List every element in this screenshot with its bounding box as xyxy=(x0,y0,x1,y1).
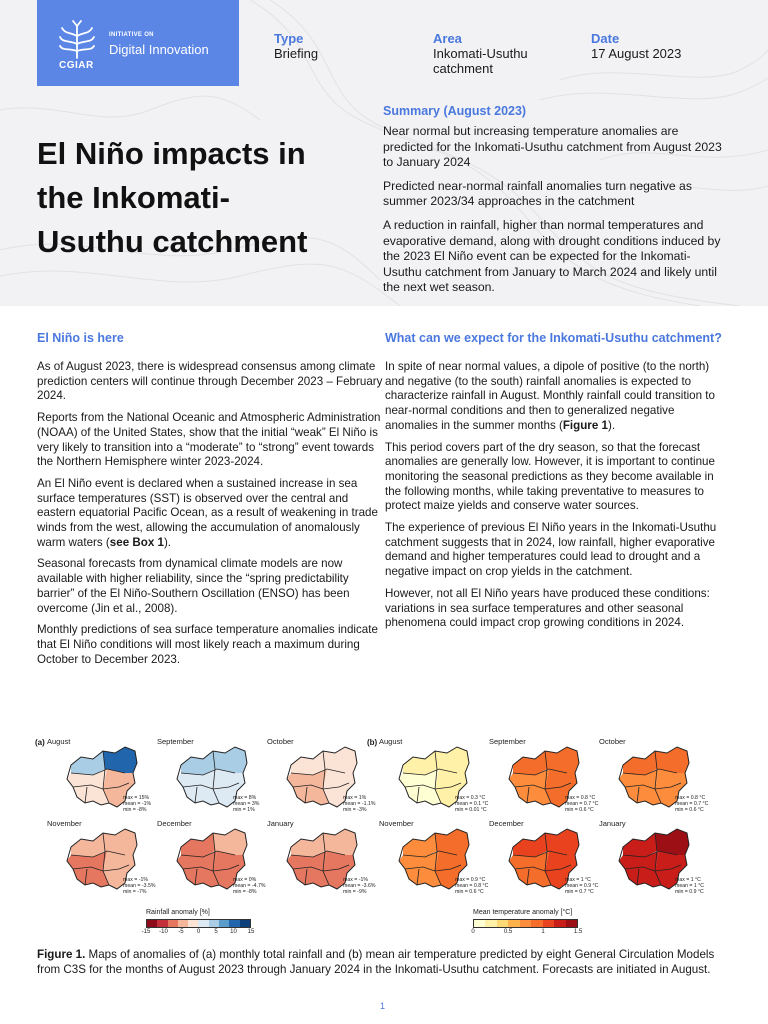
temp-map-stats xyxy=(455,877,488,895)
temp-map-title: November xyxy=(379,819,414,828)
temp-map-title: January xyxy=(599,819,626,828)
stat-line: min = 0.6 °C xyxy=(675,807,704,813)
type-label: Type xyxy=(274,31,304,46)
temp-map-title: December xyxy=(489,819,524,828)
summary-paragraph: Near normal but increasing temperature anomalies are predicted for the Inkomati-Usuthu catchment from August 2023 to January 2024 xyxy=(383,124,722,170)
rain-colorbar-tick: -15 xyxy=(141,929,151,935)
section-heading-expectations: What can we expect for the Inkomati-Usuthu catchment? xyxy=(385,331,722,345)
text-run: ). xyxy=(163,535,172,549)
rain-map-region xyxy=(181,751,215,775)
body-paragraph xyxy=(37,477,385,551)
temp-map-title: September xyxy=(489,737,526,746)
rain-map-stats xyxy=(233,877,265,895)
meta-type xyxy=(274,31,318,61)
temp-map-region xyxy=(513,833,547,857)
type-value: Briefing xyxy=(274,46,319,61)
temp-colorbar-swatch xyxy=(508,920,519,927)
stat-line: min = 0.7 °C xyxy=(565,889,594,895)
stat-line: mean = 0.7 °C xyxy=(565,801,599,807)
body-paragraph: As of August 2023, there is widespread consensus among climate prediction centers will continue through December 2023 – February 2024. xyxy=(37,360,383,403)
left-column xyxy=(37,330,385,674)
stat-line: max = 0.8 °C xyxy=(565,795,596,801)
temp-colorbar-tick: 1 xyxy=(541,929,545,935)
temp-colorbar-tick: 1.5 xyxy=(573,929,583,935)
summary-heading: Summary (August 2023) xyxy=(383,104,527,118)
rain-colorbar-swatch xyxy=(229,920,239,927)
stat-line: min = -9% xyxy=(343,889,367,895)
rain-colorbar xyxy=(146,919,251,928)
stat-line: min = 0.6 °C xyxy=(455,889,484,895)
temp-map-title: October xyxy=(599,737,626,746)
caption-text: Maps of anomalies of (a) monthly total rainfall and (b) mean air temperature predicted by eight General Circulation Models from C3S for the months of August 2023 through January 2024 in the Inkomati-Usuthu catchment. Forecasts are initiated in August. xyxy=(37,948,715,976)
temp-map-region xyxy=(513,751,547,775)
rain-map-title: December xyxy=(157,819,192,828)
body-paragraph xyxy=(385,360,730,434)
logo-name: Digital Innovation xyxy=(109,42,209,57)
figure-1 xyxy=(33,733,735,938)
temp-map-stats xyxy=(565,877,598,895)
rain-map-stats xyxy=(343,877,375,895)
rain-map-stats xyxy=(123,877,155,895)
temp-colorbar-tick: 0 xyxy=(471,929,475,935)
box-1-reference[interactable]: see Box 1 xyxy=(109,535,164,549)
temp-map-region xyxy=(403,751,437,775)
area-value-line1: Inkomati-Usuthu xyxy=(433,46,528,61)
text-run: In spite of near normal values, a dipole of positive (to the north) and negative (to the south) rainfall anomalies is expected to characterize rainfall in August. Monthly rainfall could transition to near-normal conditions and then to generalized negative anomalies in the summer months ( xyxy=(385,360,715,432)
section-heading-el-nino: El Niño is here xyxy=(37,331,124,345)
date-label: Date xyxy=(591,31,620,46)
logo-initiative: INITIATIVE ON xyxy=(109,32,154,38)
stat-line: max = 1 °C xyxy=(565,877,591,883)
rain-colorbar-tick: 0 xyxy=(196,929,201,935)
stat-line: max = 0.9 °C xyxy=(455,877,486,883)
rain-map-title: October xyxy=(267,737,294,746)
rain-colorbar-swatch xyxy=(157,920,167,927)
rain-colorbar-tick: -5 xyxy=(178,929,184,935)
rain-colorbar-swatch xyxy=(240,920,250,927)
rain-map-title: August xyxy=(47,737,71,746)
body-paragraph: Monthly predictions of sea surface temperature anomalies indicate that El Niño conditions will most likely reach a maximum during October to December 2023. xyxy=(37,623,378,666)
temp-map-stats xyxy=(675,877,704,895)
stat-line: mean = -1% xyxy=(123,801,152,807)
date-value: 17 August 2023 xyxy=(591,46,682,61)
area-label: Area xyxy=(433,31,462,46)
stat-line: mean = 3% xyxy=(233,801,260,807)
temp-colorbar-swatch xyxy=(554,920,565,927)
rain-colorbar-swatch xyxy=(219,920,229,927)
body-paragraph: This period covers part of the dry season, so that the forecast anomalies are generally low. However, it is important to continue monitoring the seasonal predictions as they become available in the following months, while taking preventative to measures to protect maize yields and conserve water sources. xyxy=(385,440,715,513)
rain-colorbar-swatch xyxy=(147,920,157,927)
stat-line: min = -8% xyxy=(233,889,257,895)
rain-map-title: November xyxy=(47,819,82,828)
stat-line: min = -3% xyxy=(343,807,367,813)
stat-line: min = 0.9 °C xyxy=(675,889,704,895)
figure-caption xyxy=(37,947,727,977)
rain-colorbar-swatch xyxy=(178,920,188,927)
summary-paragraph: Predicted near-normal rainfall anomalies turn negative as summer 2023/34 approaches in the catchment xyxy=(383,178,692,209)
panel-label-b: (b) xyxy=(367,738,378,747)
stat-line: min = 0.6 °C xyxy=(565,807,594,813)
stat-line: max = 0% xyxy=(233,877,257,883)
stat-line: max = 0.3 °C xyxy=(455,795,486,801)
panel-label-a: (a) xyxy=(35,738,45,747)
title-line-1: El Niño impacts in xyxy=(37,136,306,171)
temp-colorbar xyxy=(473,919,578,928)
stat-line: mean = 0.7 °C xyxy=(675,801,709,807)
stat-line: mean = -3.5% xyxy=(123,883,156,889)
temp-colorbar-swatch xyxy=(497,920,508,927)
summary-section xyxy=(383,104,728,304)
stat-line: max = 1% xyxy=(343,795,367,801)
temp-map-stats xyxy=(455,795,488,813)
rain-map-region xyxy=(291,751,325,775)
rain-colorbar-swatch xyxy=(168,920,178,927)
area-value-line2: catchment xyxy=(433,61,493,76)
text-run: ). xyxy=(607,418,616,432)
temp-map-title: August xyxy=(379,737,403,746)
stat-line: max = 1 °C xyxy=(675,877,701,883)
rain-map-region xyxy=(71,751,105,775)
temp-map-region xyxy=(623,751,657,775)
stat-line: min = 1% xyxy=(233,807,255,813)
temp-colorbar-swatch xyxy=(566,920,577,927)
temp-colorbar-swatch xyxy=(474,920,485,927)
body-paragraph: Seasonal forecasts from dynamical climate models are now available with higher reliability, since the “spring predictability barrier” of the El Niño-Southern Oscillation (ENSO) has been overcome (Jin et al., 2008). xyxy=(37,557,350,615)
rain-colorbar-tick: 5 xyxy=(214,929,218,935)
stat-line: max = -1% xyxy=(343,877,368,883)
rain-map-region xyxy=(291,833,325,857)
title-line-3: Usuthu catchment xyxy=(37,224,308,259)
title-line-2: the Inkomati- xyxy=(37,180,230,215)
stat-line: max = 8% xyxy=(233,795,257,801)
stat-line: min = -7% xyxy=(123,889,147,895)
rain-map-stats xyxy=(233,795,259,813)
stat-line: min = -8% xyxy=(123,807,147,813)
rain-colorbar-tick: -10 xyxy=(159,929,168,935)
page-title xyxy=(37,132,367,264)
rain-colorbar-tick: 15 xyxy=(247,929,255,935)
stat-line: mean = -1.1% xyxy=(343,801,376,807)
stat-line: mean = -4.7% xyxy=(233,883,266,889)
temp-map-stats xyxy=(565,795,598,813)
stat-line: max = 0.8 °C xyxy=(675,795,706,801)
page-number: 1 xyxy=(380,1001,386,1011)
stat-line: mean = 1 °C xyxy=(675,883,705,889)
temp-colorbar-swatch xyxy=(543,920,554,927)
stat-line: mean = 0.9 °C xyxy=(565,883,599,889)
rain-map-title: September xyxy=(157,737,194,746)
stat-line: min = 0.01 °C xyxy=(455,807,487,813)
body-paragraph: The experience of previous El Niño years in the Inkomati-Usuthu catchment suggests that in 2024, low rainfall, higher evaporative demand and higher temperatures could lead to drought and a negative impact on crop yields in the catchment. xyxy=(385,521,717,579)
rain-map-region xyxy=(181,833,215,857)
temp-colorbar-tick: 0.5 xyxy=(503,929,513,935)
rain-colorbar-swatch xyxy=(198,920,208,927)
temp-colorbar-swatch xyxy=(485,920,496,927)
temp-map-region xyxy=(623,833,657,857)
meta-date xyxy=(591,31,681,61)
rain-map-stats xyxy=(123,795,151,813)
rain-colorbar-swatch xyxy=(209,920,219,927)
rain-map-stats xyxy=(343,795,375,813)
temp-map-region xyxy=(403,833,437,857)
caption-label: Figure 1. xyxy=(37,948,86,961)
rain-legend-title: Rainfall anomaly [%] xyxy=(146,909,210,916)
cgiar-logo[interactable] xyxy=(37,0,239,86)
stat-line: mean = 0.1 °C xyxy=(455,801,489,807)
summary-paragraph: A reduction in rainfall, higher than normal temperatures and evaporative demand, along with drought conditions induced by the 2023 El Niño event can be expected for the Inkomati-Usuthu catchment from January to March 2024 and likely until the next wet season. xyxy=(383,217,721,295)
body-paragraph: Reports from the National Oceanic and Atmospheric Administration (NOAA) of the United States, show that the initial “weak” El Niño is very likely to transition into a “moderate” to “strong” event towards the Northern Hemisphere winter 2023-2024. xyxy=(37,411,381,469)
body-paragraph: However, not all El Niño years have produced these conditions: variations in sea surface temperatures and other seasonal phenomena could impact crop growing conditions in 2024. xyxy=(385,586,710,630)
temp-legend-title: Mean temperature anomaly [°C] xyxy=(473,909,573,916)
stat-line: mean = -3.6% xyxy=(343,883,376,889)
logo-org: CGIAR xyxy=(59,60,94,71)
figure-1-reference[interactable]: Figure 1 xyxy=(562,418,608,432)
rain-colorbar-tick: 10 xyxy=(230,929,237,935)
meta-area xyxy=(433,31,528,76)
rain-colorbar-swatch xyxy=(188,920,198,927)
temp-colorbar-swatch xyxy=(531,920,542,927)
stat-line: mean = 0.8 °C xyxy=(455,883,489,889)
right-column xyxy=(385,330,730,638)
rain-map-title: January xyxy=(267,819,294,828)
stat-line: max = -1% xyxy=(123,877,148,883)
temp-colorbar-swatch xyxy=(520,920,531,927)
text-run: An El Niño event is declared when a sustained increase in sea surface temperatures (SST) is observed over the central and eastern equatorial Pacific Ocean, as a result of weakening in trade winds from the west, allowing the accumulation of anomalously warm waters ( xyxy=(37,476,378,549)
temp-map-stats xyxy=(675,795,708,813)
rain-map-region xyxy=(71,833,105,857)
stat-line: max = 15% xyxy=(123,795,150,801)
